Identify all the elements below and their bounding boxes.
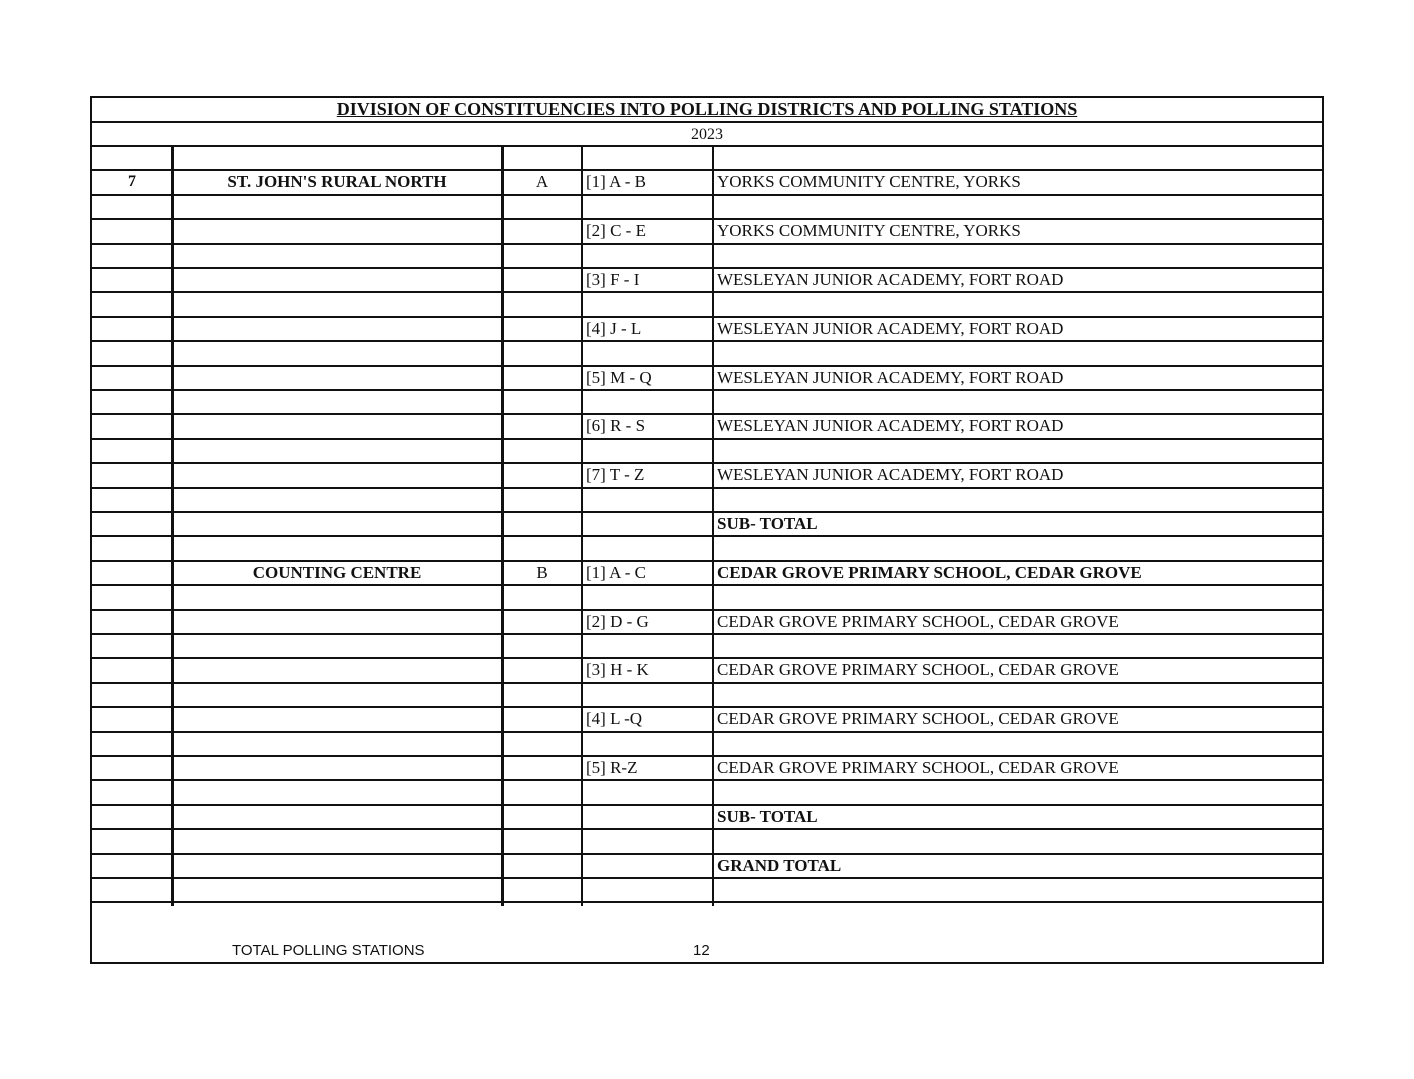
alphabet-range-cell bbox=[582, 147, 713, 169]
polling-station-cell: WESLEYAN JUNIOR ACADEMY, FORT ROAD bbox=[717, 416, 1064, 436]
constituency-number-cell bbox=[92, 659, 172, 681]
polling-station-cell bbox=[713, 196, 1323, 218]
table-row bbox=[92, 367, 1322, 391]
table-row bbox=[92, 733, 1322, 757]
polling-district-cell bbox=[502, 635, 582, 657]
polling-district-cell bbox=[502, 342, 582, 364]
constituency-name-cell bbox=[172, 733, 502, 755]
constituency-name-cell bbox=[172, 147, 502, 169]
table-row bbox=[92, 342, 1322, 366]
alphabet-range-cell bbox=[582, 293, 713, 315]
constituency-number-cell bbox=[92, 537, 172, 559]
polling-district-cell bbox=[502, 464, 582, 486]
polling-station-cell: SUB- TOTAL bbox=[717, 806, 818, 826]
polling-station-cell bbox=[713, 781, 1323, 803]
polling-station-cell bbox=[713, 733, 1323, 755]
alphabet-range-cell bbox=[582, 196, 713, 218]
table-row bbox=[92, 757, 1322, 781]
constituency-name-cell bbox=[172, 537, 502, 559]
polling-district-cell bbox=[502, 391, 582, 413]
polling-station-cell: CEDAR GROVE PRIMARY SCHOOL, CEDAR GROVE bbox=[717, 709, 1119, 729]
polling-station-cell bbox=[713, 342, 1323, 364]
constituency-number-cell bbox=[92, 440, 172, 462]
table-row bbox=[92, 537, 1322, 561]
polling-district-cell bbox=[502, 586, 582, 608]
constituency-name-cell bbox=[172, 367, 502, 389]
constituency-number-cell bbox=[92, 489, 172, 511]
polling-station-cell bbox=[713, 293, 1323, 315]
alphabet-range-cell bbox=[582, 586, 713, 608]
alphabet-range-cell bbox=[582, 806, 713, 828]
alphabet-range-cell bbox=[582, 830, 713, 852]
polling-district-cell bbox=[502, 147, 582, 169]
constituency-name-cell bbox=[172, 342, 502, 364]
polling-station-cell bbox=[713, 391, 1323, 413]
polling-district-cell bbox=[502, 684, 582, 706]
polling-district-cell bbox=[502, 733, 582, 755]
polling-station-cell: CEDAR GROVE PRIMARY SCHOOL, CEDAR GROVE bbox=[717, 611, 1119, 631]
constituency-number-cell bbox=[92, 367, 172, 389]
constituency-name-cell bbox=[172, 391, 502, 413]
constituency-number-cell bbox=[92, 586, 172, 608]
table-row bbox=[92, 513, 1322, 537]
polling-district-cell bbox=[502, 489, 582, 511]
alphabet-range-cell bbox=[582, 635, 713, 657]
polling-station-cell bbox=[713, 830, 1323, 852]
alphabet-range-cell bbox=[582, 879, 713, 901]
constituency-number-cell bbox=[92, 611, 172, 633]
alphabet-range-cell: [7] T - Z bbox=[586, 465, 645, 485]
constituency-number-cell bbox=[92, 318, 172, 340]
table-row bbox=[92, 269, 1322, 293]
constituency-number-cell bbox=[92, 196, 172, 218]
constituency-number-cell bbox=[92, 415, 172, 437]
alphabet-range-cell bbox=[582, 733, 713, 755]
constituency-number-cell bbox=[92, 391, 172, 413]
constituency-name-cell bbox=[172, 611, 502, 633]
table-row bbox=[92, 171, 1322, 195]
alphabet-range-cell bbox=[582, 440, 713, 462]
alphabet-range-cell: [6] R - S bbox=[586, 416, 646, 436]
polling-district-cell bbox=[502, 830, 582, 852]
constituency-number-cell bbox=[92, 269, 172, 291]
polling-station-cell: WESLEYAN JUNIOR ACADEMY, FORT ROAD bbox=[717, 318, 1064, 338]
constituency-number-cell bbox=[92, 245, 172, 267]
constituency-name-cell bbox=[172, 757, 502, 779]
polling-district-cell bbox=[502, 318, 582, 340]
constituency-number-cell bbox=[92, 562, 172, 584]
constituency-name-cell bbox=[172, 415, 502, 437]
table-row bbox=[92, 245, 1322, 269]
polling-district-cell: A bbox=[535, 172, 549, 192]
constituency-name-cell bbox=[172, 830, 502, 852]
polling-station-cell bbox=[713, 245, 1323, 267]
constituency-name-cell bbox=[172, 220, 502, 242]
polling-district-cell bbox=[502, 806, 582, 828]
polling-district-cell bbox=[502, 415, 582, 437]
constituency-name-cell bbox=[172, 586, 502, 608]
polling-district-cell bbox=[502, 879, 582, 901]
polling-station-cell: YORKS COMMUNITY CENTRE, YORKS bbox=[717, 172, 1021, 192]
table-row bbox=[92, 879, 1322, 903]
table-row bbox=[92, 659, 1322, 683]
constituency-number-cell bbox=[92, 855, 172, 877]
polling-station-cell bbox=[713, 537, 1323, 559]
alphabet-range-cell bbox=[582, 855, 713, 877]
constituency-name-cell: COUNTING CENTRE bbox=[252, 562, 422, 582]
polling-station-cell: CEDAR GROVE PRIMARY SCHOOL, CEDAR GROVE bbox=[717, 758, 1119, 777]
column-divider bbox=[581, 147, 583, 906]
table-row bbox=[92, 318, 1322, 342]
polling-station-cell bbox=[713, 635, 1323, 657]
polling-station-cell bbox=[713, 147, 1323, 169]
constituency-name-cell bbox=[172, 318, 502, 340]
document-title-text: DIVISION OF CONSTITUENCIES INTO POLLING DISTRICTS AND POLLING STATIONS bbox=[336, 99, 1078, 119]
table-row bbox=[92, 562, 1322, 586]
column-divider bbox=[712, 147, 714, 906]
polling-station-cell: WESLEYAN JUNIOR ACADEMY, FORT ROAD bbox=[717, 465, 1064, 485]
polling-station-cell: GRAND TOTAL bbox=[717, 855, 842, 875]
document-title bbox=[92, 98, 1322, 123]
polling-station-cell: WESLEYAN JUNIOR ACADEMY, FORT ROAD bbox=[717, 367, 1064, 387]
polling-station-cell: WESLEYAN JUNIOR ACADEMY, FORT ROAD bbox=[717, 270, 1064, 289]
table-row bbox=[92, 708, 1322, 732]
table-row bbox=[92, 806, 1322, 830]
alphabet-range-cell: [3] H - K bbox=[586, 660, 649, 680]
constituency-number-cell bbox=[92, 464, 172, 486]
constituency-number-cell bbox=[92, 708, 172, 730]
table-row bbox=[92, 855, 1322, 879]
constituency-name-cell bbox=[172, 293, 502, 315]
polling-station-cell: SUB- TOTAL bbox=[717, 514, 818, 533]
polling-district-cell bbox=[502, 781, 582, 803]
constituency-name-cell bbox=[172, 659, 502, 681]
alphabet-range-cell: [1] A - C bbox=[586, 562, 646, 582]
polling-district-cell bbox=[502, 440, 582, 462]
polling-district-cell bbox=[502, 708, 582, 730]
alphabet-range-cell bbox=[582, 513, 713, 535]
constituency-name-cell: ST. JOHN'S RURAL NORTH bbox=[227, 172, 447, 192]
alphabet-range-cell: [4] J - L bbox=[586, 318, 642, 338]
constituency-name-cell bbox=[172, 513, 502, 535]
constituency-name-cell bbox=[172, 781, 502, 803]
table-row bbox=[92, 489, 1322, 513]
polling-district-cell: B bbox=[536, 562, 548, 582]
alphabet-range-cell: [4] L -Q bbox=[586, 709, 643, 729]
polling-district-cell bbox=[502, 293, 582, 315]
total-polling-stations-label: TOTAL POLLING STATIONS bbox=[232, 942, 425, 959]
table-row bbox=[92, 464, 1322, 488]
constituency-number-cell bbox=[92, 513, 172, 535]
alphabet-range-cell bbox=[582, 391, 713, 413]
table-row bbox=[92, 196, 1322, 220]
table-row bbox=[92, 586, 1322, 610]
polling-station-cell bbox=[713, 440, 1323, 462]
constituency-number-cell bbox=[92, 220, 172, 242]
table-row bbox=[92, 684, 1322, 708]
constituency-number-cell bbox=[92, 293, 172, 315]
polling-station-cell: CEDAR GROVE PRIMARY SCHOOL, CEDAR GROVE bbox=[717, 660, 1119, 680]
constituency-name-cell bbox=[172, 806, 502, 828]
table-row bbox=[92, 635, 1322, 659]
table-row bbox=[92, 220, 1322, 244]
polling-station-cell: CEDAR GROVE PRIMARY SCHOOL, CEDAR GROVE bbox=[717, 562, 1142, 582]
table-row bbox=[92, 147, 1322, 171]
table-row bbox=[92, 781, 1322, 805]
polling-station-cell: YORKS COMMUNITY CENTRE, YORKS bbox=[717, 221, 1021, 241]
total-polling-stations-value: 12 bbox=[693, 942, 710, 959]
table-row bbox=[92, 391, 1322, 415]
constituency-number-cell bbox=[92, 879, 172, 901]
constituency-name-cell bbox=[172, 879, 502, 901]
alphabet-range-cell bbox=[582, 245, 713, 267]
constituency-name-cell bbox=[172, 855, 502, 877]
alphabet-range-cell bbox=[582, 342, 713, 364]
constituency-number-cell bbox=[92, 757, 172, 779]
table-row bbox=[92, 415, 1322, 439]
polling-district-cell bbox=[502, 196, 582, 218]
polling-district-cell bbox=[502, 367, 582, 389]
constituency-number-cell bbox=[92, 147, 172, 169]
table-row bbox=[92, 440, 1322, 464]
column-divider bbox=[171, 147, 174, 906]
polling-district-cell bbox=[502, 537, 582, 559]
polling-district-cell bbox=[502, 611, 582, 633]
constituency-number-cell: 7 bbox=[128, 173, 136, 191]
constituency-number-cell bbox=[92, 781, 172, 803]
polling-station-cell bbox=[713, 586, 1323, 608]
constituency-number-cell bbox=[92, 806, 172, 828]
alphabet-range-cell bbox=[582, 781, 713, 803]
constituency-name-cell bbox=[172, 245, 502, 267]
constituency-name-cell bbox=[172, 635, 502, 657]
polling-station-cell bbox=[713, 489, 1323, 511]
constituency-number-cell bbox=[92, 635, 172, 657]
constituency-name-cell bbox=[172, 464, 502, 486]
polling-district-cell bbox=[502, 269, 582, 291]
alphabet-range-cell: [5] M - Q bbox=[586, 367, 652, 387]
table-row bbox=[92, 830, 1322, 854]
alphabet-range-cell: [2] C - E bbox=[586, 221, 646, 241]
alphabet-range-cell bbox=[582, 684, 713, 706]
alphabet-range-cell: [2] D - G bbox=[586, 611, 649, 631]
constituency-name-cell bbox=[172, 489, 502, 511]
constituency-name-cell bbox=[172, 684, 502, 706]
polling-station-cell bbox=[713, 684, 1323, 706]
constituency-name-cell bbox=[172, 269, 502, 291]
polling-stations-sheet bbox=[90, 96, 1324, 964]
constituency-name-cell bbox=[172, 440, 502, 462]
alphabet-range-cell: [1] A - B bbox=[586, 172, 646, 192]
column-divider bbox=[501, 147, 504, 906]
constituency-number-cell bbox=[92, 342, 172, 364]
polling-district-cell bbox=[502, 220, 582, 242]
constituency-number-cell bbox=[92, 684, 172, 706]
polling-district-cell bbox=[502, 513, 582, 535]
constituency-name-cell bbox=[172, 196, 502, 218]
constituency-number-cell bbox=[92, 733, 172, 755]
alphabet-range-cell: [3] F - I bbox=[586, 270, 640, 289]
alphabet-range-cell bbox=[582, 489, 713, 511]
polling-district-cell bbox=[502, 757, 582, 779]
polling-district-cell bbox=[502, 245, 582, 267]
table-row bbox=[92, 611, 1322, 635]
polling-district-cell bbox=[502, 659, 582, 681]
alphabet-range-cell: [5] R-Z bbox=[586, 758, 638, 777]
constituency-name-cell bbox=[172, 708, 502, 730]
polling-district-cell bbox=[502, 855, 582, 877]
alphabet-range-cell bbox=[582, 537, 713, 559]
constituency-number-cell bbox=[92, 830, 172, 852]
polling-station-cell bbox=[713, 879, 1323, 901]
table-row bbox=[92, 293, 1322, 317]
document-year: 2023 bbox=[92, 123, 1322, 148]
